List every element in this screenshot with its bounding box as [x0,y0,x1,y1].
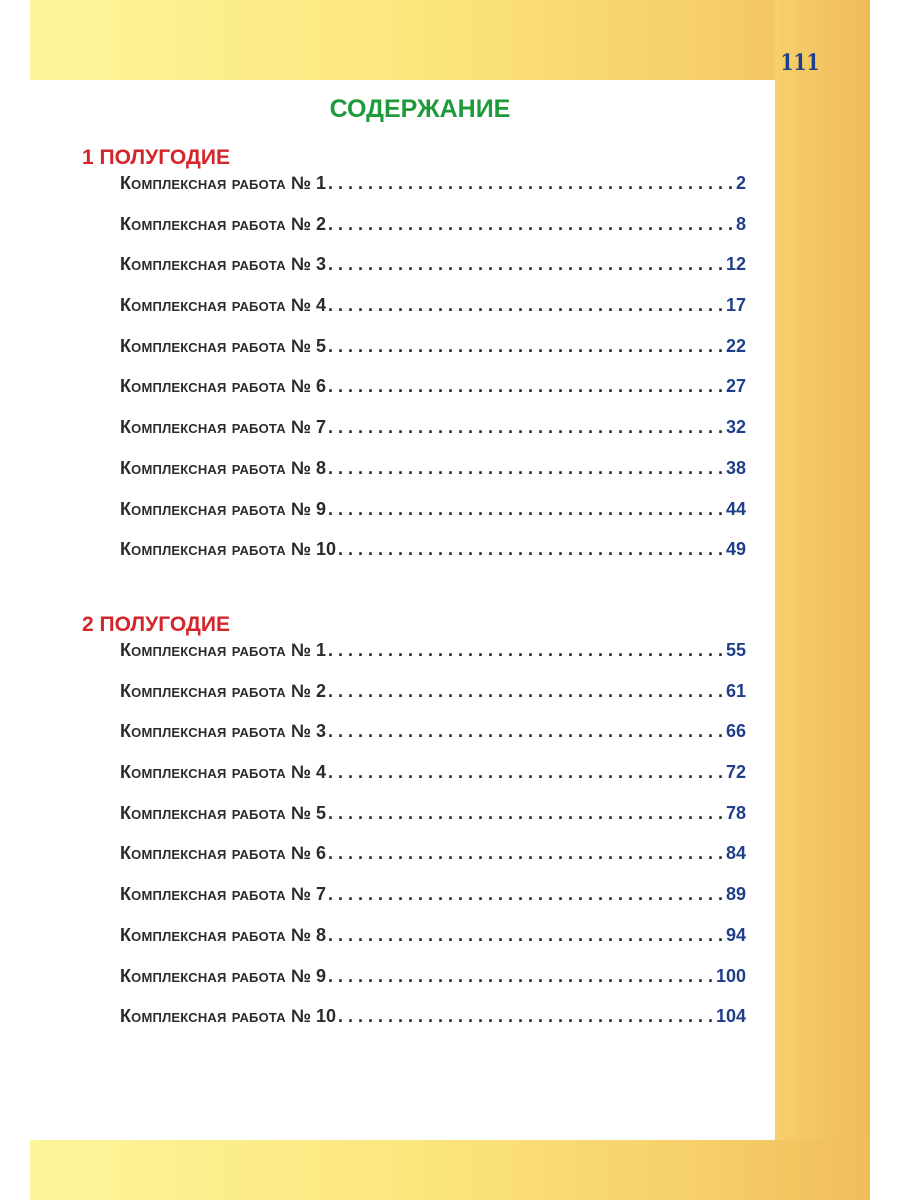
toc-entry[interactable] [120,721,746,762]
toc-entry-label [120,539,336,560]
toc-entry[interactable] [120,417,746,458]
entry-number: 8 [315,457,326,478]
entry-page-number: 72 [725,762,746,783]
entry-prefix: Комплексная работа [120,965,286,986]
dot-leader [328,499,724,520]
top-border-band [30,0,870,80]
entry-sign: № [290,457,311,478]
toc-entry[interactable] [120,539,746,580]
entry-number: 10 [315,539,336,560]
entry-sign: № [290,802,311,823]
entry-sign: № [290,1006,311,1027]
entry-page-number: 12 [725,254,746,275]
dot-leader [328,884,724,905]
entry-sign: № [290,884,311,905]
toc-entry[interactable] [120,295,746,336]
toc-entry[interactable] [120,499,746,540]
entry-prefix: Комплексная работа [120,721,286,742]
entry-number: 2 [315,680,326,701]
entry-number: 3 [315,254,326,275]
toc-entry-label [120,458,326,479]
entry-sign: № [290,762,311,783]
toc-entry[interactable] [120,966,746,1007]
toc-entry[interactable] [120,254,746,295]
entry-sign: № [290,254,311,275]
entry-sign: № [290,335,311,356]
toc-entry-label [120,499,326,520]
entry-page-number: 55 [725,640,746,660]
entry-prefix: Комплексная работа [120,457,286,478]
entry-sign: № [290,376,311,397]
entry-prefix: Комплексная работа [120,539,286,560]
toc-entry[interactable] [120,214,746,255]
toc-entry-label [120,417,326,438]
toc-entry[interactable] [120,336,746,377]
entry-number: 6 [315,843,326,864]
entry-prefix: Комплексная работа [120,213,286,234]
entry-page-number: 22 [725,335,746,356]
entry-prefix: Комплексная работа [120,762,286,783]
dot-leader [338,539,724,560]
entry-page-number: 61 [725,680,746,701]
entry-prefix: Комплексная работа [120,498,286,519]
entry-sign: № [290,539,311,560]
toc-entry-label [120,173,326,194]
toc-entry-label [120,925,326,946]
toc-entry-label [120,762,326,783]
toc-entry-label [120,721,326,742]
toc-list-section-1 [120,173,746,580]
toc-entry[interactable] [120,762,746,803]
entry-page-number: 27 [725,376,746,397]
entry-number: 2 [315,213,326,234]
toc-entry[interactable] [120,1006,746,1047]
entry-sign: № [290,213,311,234]
dot-leader [328,254,724,275]
entry-prefix: Комплексная работа [120,1006,286,1027]
dot-leader [328,295,724,316]
entry-sign: № [290,640,311,660]
toc-entry[interactable] [120,884,746,925]
dot-leader [328,681,724,702]
entry-page-number: 38 [725,457,746,478]
entry-page-number: 66 [725,721,746,742]
toc-entry-label [120,681,326,702]
entry-number: 3 [315,721,326,742]
dot-leader [328,843,724,864]
toc-entry[interactable] [120,803,746,844]
entry-prefix: Комплексная работа [120,640,286,660]
toc-entry-label [120,336,326,357]
toc-list-section-2 [120,640,746,1047]
entry-prefix: Комплексная работа [120,843,286,864]
toc-entry-label [120,884,326,905]
entry-page-number: 84 [725,843,746,864]
entry-prefix: Комплексная работа [120,173,286,193]
entry-number: 8 [315,924,326,945]
entry-number: 5 [315,335,326,356]
entry-number: 7 [315,884,326,905]
entry-number: 4 [315,295,326,316]
entry-page-number: 44 [725,498,746,519]
entry-prefix: Комплексная работа [120,884,286,905]
entry-page-number: 2 [735,173,746,193]
entry-number: 9 [315,498,326,519]
dot-leader [328,173,734,194]
dot-leader [328,214,734,235]
toc-entry-label [120,214,326,235]
entry-prefix: Комплексная работа [120,295,286,316]
toc-entry-label [120,843,326,864]
dot-leader [328,762,724,783]
entry-page-number: 17 [725,295,746,316]
toc-entry-label [120,640,326,661]
bottom-border-band [30,1140,870,1200]
entry-number: 1 [315,173,326,193]
toc-entry[interactable] [120,681,746,722]
toc-entry[interactable] [120,640,746,681]
entry-prefix: Комплексная работа [120,924,286,945]
entry-number: 6 [315,376,326,397]
entry-number: 10 [315,1006,336,1027]
dot-leader [328,721,724,742]
entry-sign: № [290,721,311,742]
toc-entry-label [120,376,326,397]
entry-prefix: Комплексная работа [120,802,286,823]
toc-entry-label [120,803,326,824]
entry-page-number: 32 [725,417,746,438]
entry-sign: № [290,498,311,519]
entry-sign: № [290,173,311,193]
page-number: 111 [780,50,820,76]
toc-entry[interactable] [120,925,746,966]
entry-sign: № [290,680,311,701]
toc-entry-label [120,966,326,987]
entry-sign: № [290,417,311,438]
dot-leader [328,640,724,661]
dot-leader [328,376,724,397]
toc-entry-label [120,254,326,275]
entry-page-number: 78 [725,802,746,823]
toc-entry[interactable] [120,843,746,884]
entry-number: 9 [315,965,326,986]
dot-leader [328,966,714,987]
entry-sign: № [290,965,311,986]
section-heading-1: 1 ПОЛУГОДИЕ [82,146,230,169]
entry-sign: № [290,843,311,864]
dot-leader [328,458,724,479]
dot-leader [328,925,724,946]
toc-entry-label [120,295,326,316]
dot-leader [328,417,724,438]
entry-number: 1 [315,640,326,660]
entry-prefix: Комплексная работа [120,417,286,438]
dot-leader [328,803,724,824]
dot-leader [338,1006,714,1027]
entry-number: 5 [315,802,326,823]
entry-page-number: 104 [715,1006,746,1027]
entry-number: 7 [315,417,326,438]
entry-page-number: 94 [725,924,746,945]
entry-page-number: 49 [725,539,746,560]
toc-entry-label [120,1006,336,1027]
entry-prefix: Комплексная работа [120,335,286,356]
entry-page-number: 8 [735,213,746,234]
section-heading-2: 2 ПОЛУГОДИЕ [82,613,230,636]
entry-prefix: Комплексная работа [120,376,286,397]
entry-prefix: Комплексная работа [120,254,286,275]
dot-leader [328,336,724,357]
entry-prefix: Комплексная работа [120,680,286,701]
toc-entry[interactable] [120,173,746,214]
toc-title: СОДЕРЖАНИЕ [329,95,511,123]
toc-entry[interactable] [120,458,746,499]
entry-sign: № [290,295,311,316]
right-border-band [775,0,870,1200]
entry-sign: № [290,924,311,945]
entry-page-number: 100 [715,965,746,986]
entry-page-number: 89 [725,884,746,905]
entry-number: 4 [315,762,326,783]
toc-entry[interactable] [120,376,746,417]
